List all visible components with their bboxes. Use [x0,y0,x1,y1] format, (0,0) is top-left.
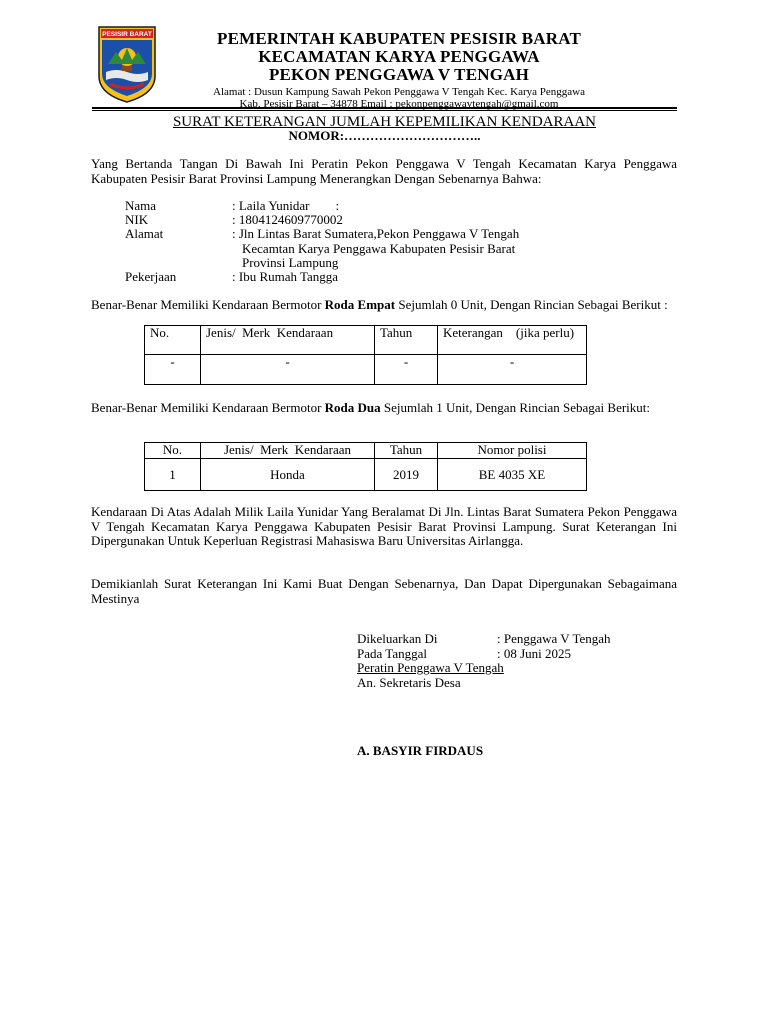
cell-no: 1 [145,459,201,491]
cell-brand: Honda [201,459,375,491]
header-no: No. [145,326,201,355]
issued-value: : Penggawa V Tengah [497,631,611,646]
behalf-row [357,676,677,691]
letter-title: SURAT KETERANGAN JUMLAH KEPEMILIKAN KENDARAAN [172,114,597,130]
address-value-line3: Provinsi Lampung [242,254,339,270]
cell-year: 2019 [375,459,438,491]
date-value: : 08 Juni 2025 [497,645,572,661]
name-value: : Laila Yunidar : [232,198,340,213]
header-plate: Nomor polisi [438,443,587,459]
address-label: Alamat [125,226,164,242]
issued-row [357,632,677,647]
cell-note: - [438,355,587,385]
letterhead [160,30,638,110]
cell-no: - [145,355,201,385]
letterhead-divider [92,107,677,109]
header-year: Tahun [375,443,438,459]
header-note: Keterangan (jika perlu) [438,326,587,355]
signer-name: A. BASYIR FIRDAUS [357,743,484,758]
signature-block [357,632,677,690]
address-value-line1: : Jln Lintas Barat Sumatera,Pekon Penggawa V Tengah [232,226,520,242]
letterhead-divider-thin [92,110,677,111]
on-behalf-label: An. Sekretaris Desa [357,674,461,690]
government-name: PEMERINTAH KABUPATEN PESISIR BARAT [217,29,581,48]
table-row [145,459,587,491]
district-name: KECAMATAN KARYA PENGGAWA [258,47,540,66]
cell-brand: - [201,355,375,385]
date-label: Pada Tanggal [357,645,427,661]
two-wheel-paragraph [91,401,677,416]
two-wheel-text: Benar-Benar Memiliki Kendaraan Bermotor [91,400,325,415]
four-wheel-emphasis: Roda Empat [324,297,396,312]
letter-number: NOMOR:………………………….. [288,128,481,143]
name-label: Nama [125,198,157,213]
header-brand: Jenis/ Merk Kendaraan [201,443,375,459]
header-no: No. [145,443,201,459]
address-line: Alamat : Dusun Kampung Sawah Pekon Penggawa V Tengah Kec. Karya Penggawa [213,86,585,98]
regency-logo-icon [96,24,158,104]
header-year: Tahun [375,326,438,355]
nik-label: NIK [125,212,149,228]
cell-plate: BE 4035 XE [438,459,587,491]
issued-label: Dikeluarkan Di [357,631,438,646]
closing-paragraph: Demikianlah Surat Keterangan Ini Kami Buat Dengan Sebenarnya, Dan Dapat Dipergunakan Sebagaimana Mestinya [91,576,677,606]
statement-paragraph: Kendaraan Di Atas Adalah Milik Laila Yunidar Yang Beralamat Di Jln. Lintas Barat Sumatera Pekon Penggawa V Tengah Kecamatan Karya Penggawa Kabupaten Pesisir Barat Provinsi Lampung. Surat Keterangan Ini Dipergunakan Untuk Keperluan Registrasi Mahasiswa Baru Universitas Airlangga. [91,504,677,548]
table-header-row [145,326,587,355]
four-wheel-table [144,325,587,385]
job-label: Pekerjaan [125,268,177,284]
cell-year: - [375,355,438,385]
contact-prefix: Kab. Pesisir Barat – 34878 Email : [239,98,396,110]
two-wheel-text-end: Sejumlah 1 Unit, Dengan Rincian Sebagai Berikut: [380,400,651,415]
table-header-row [145,443,587,459]
date-row [357,647,677,662]
nik-value: : 1804124609770002 [232,212,343,228]
four-wheel-text-end: Sejumlah 0 Unit, Dengan Rincian Sebagai Berikut : [395,297,668,312]
role-row [357,661,677,676]
table-row [145,355,587,385]
email-link[interactable]: pekonpenggawavtengah@gmail.com [395,98,559,110]
two-wheel-emphasis: Roda Dua [324,400,381,415]
signer-role: Peratin Penggawa V Tengah [357,660,504,675]
job-value: : Ibu Rumah Tangga [232,268,339,284]
logo-lettering: PESISIR BARAT [102,31,152,38]
address-value-line2: Kecamtan Karya Penggawa Kabupaten Pesisir Barat [242,240,516,256]
header-brand: Jenis/ Merk Kendaraan [201,326,375,355]
four-wheel-paragraph [91,298,677,313]
four-wheel-text: Benar-Benar Memiliki Kendaraan Bermotor [91,297,325,312]
village-name: PEKON PENGGAWA V TENGAH [268,65,530,84]
intro-paragraph: Yang Bertanda Tangan Di Bawah Ini Peratin Pekon Penggawa V Tengah Kecamatan Karya Penggawa Kabupaten Pesisir Barat Provinsi Lampung Menerangkan Dengan Sebenarnya Bahwa: [91,156,677,186]
two-wheel-table [144,442,587,491]
